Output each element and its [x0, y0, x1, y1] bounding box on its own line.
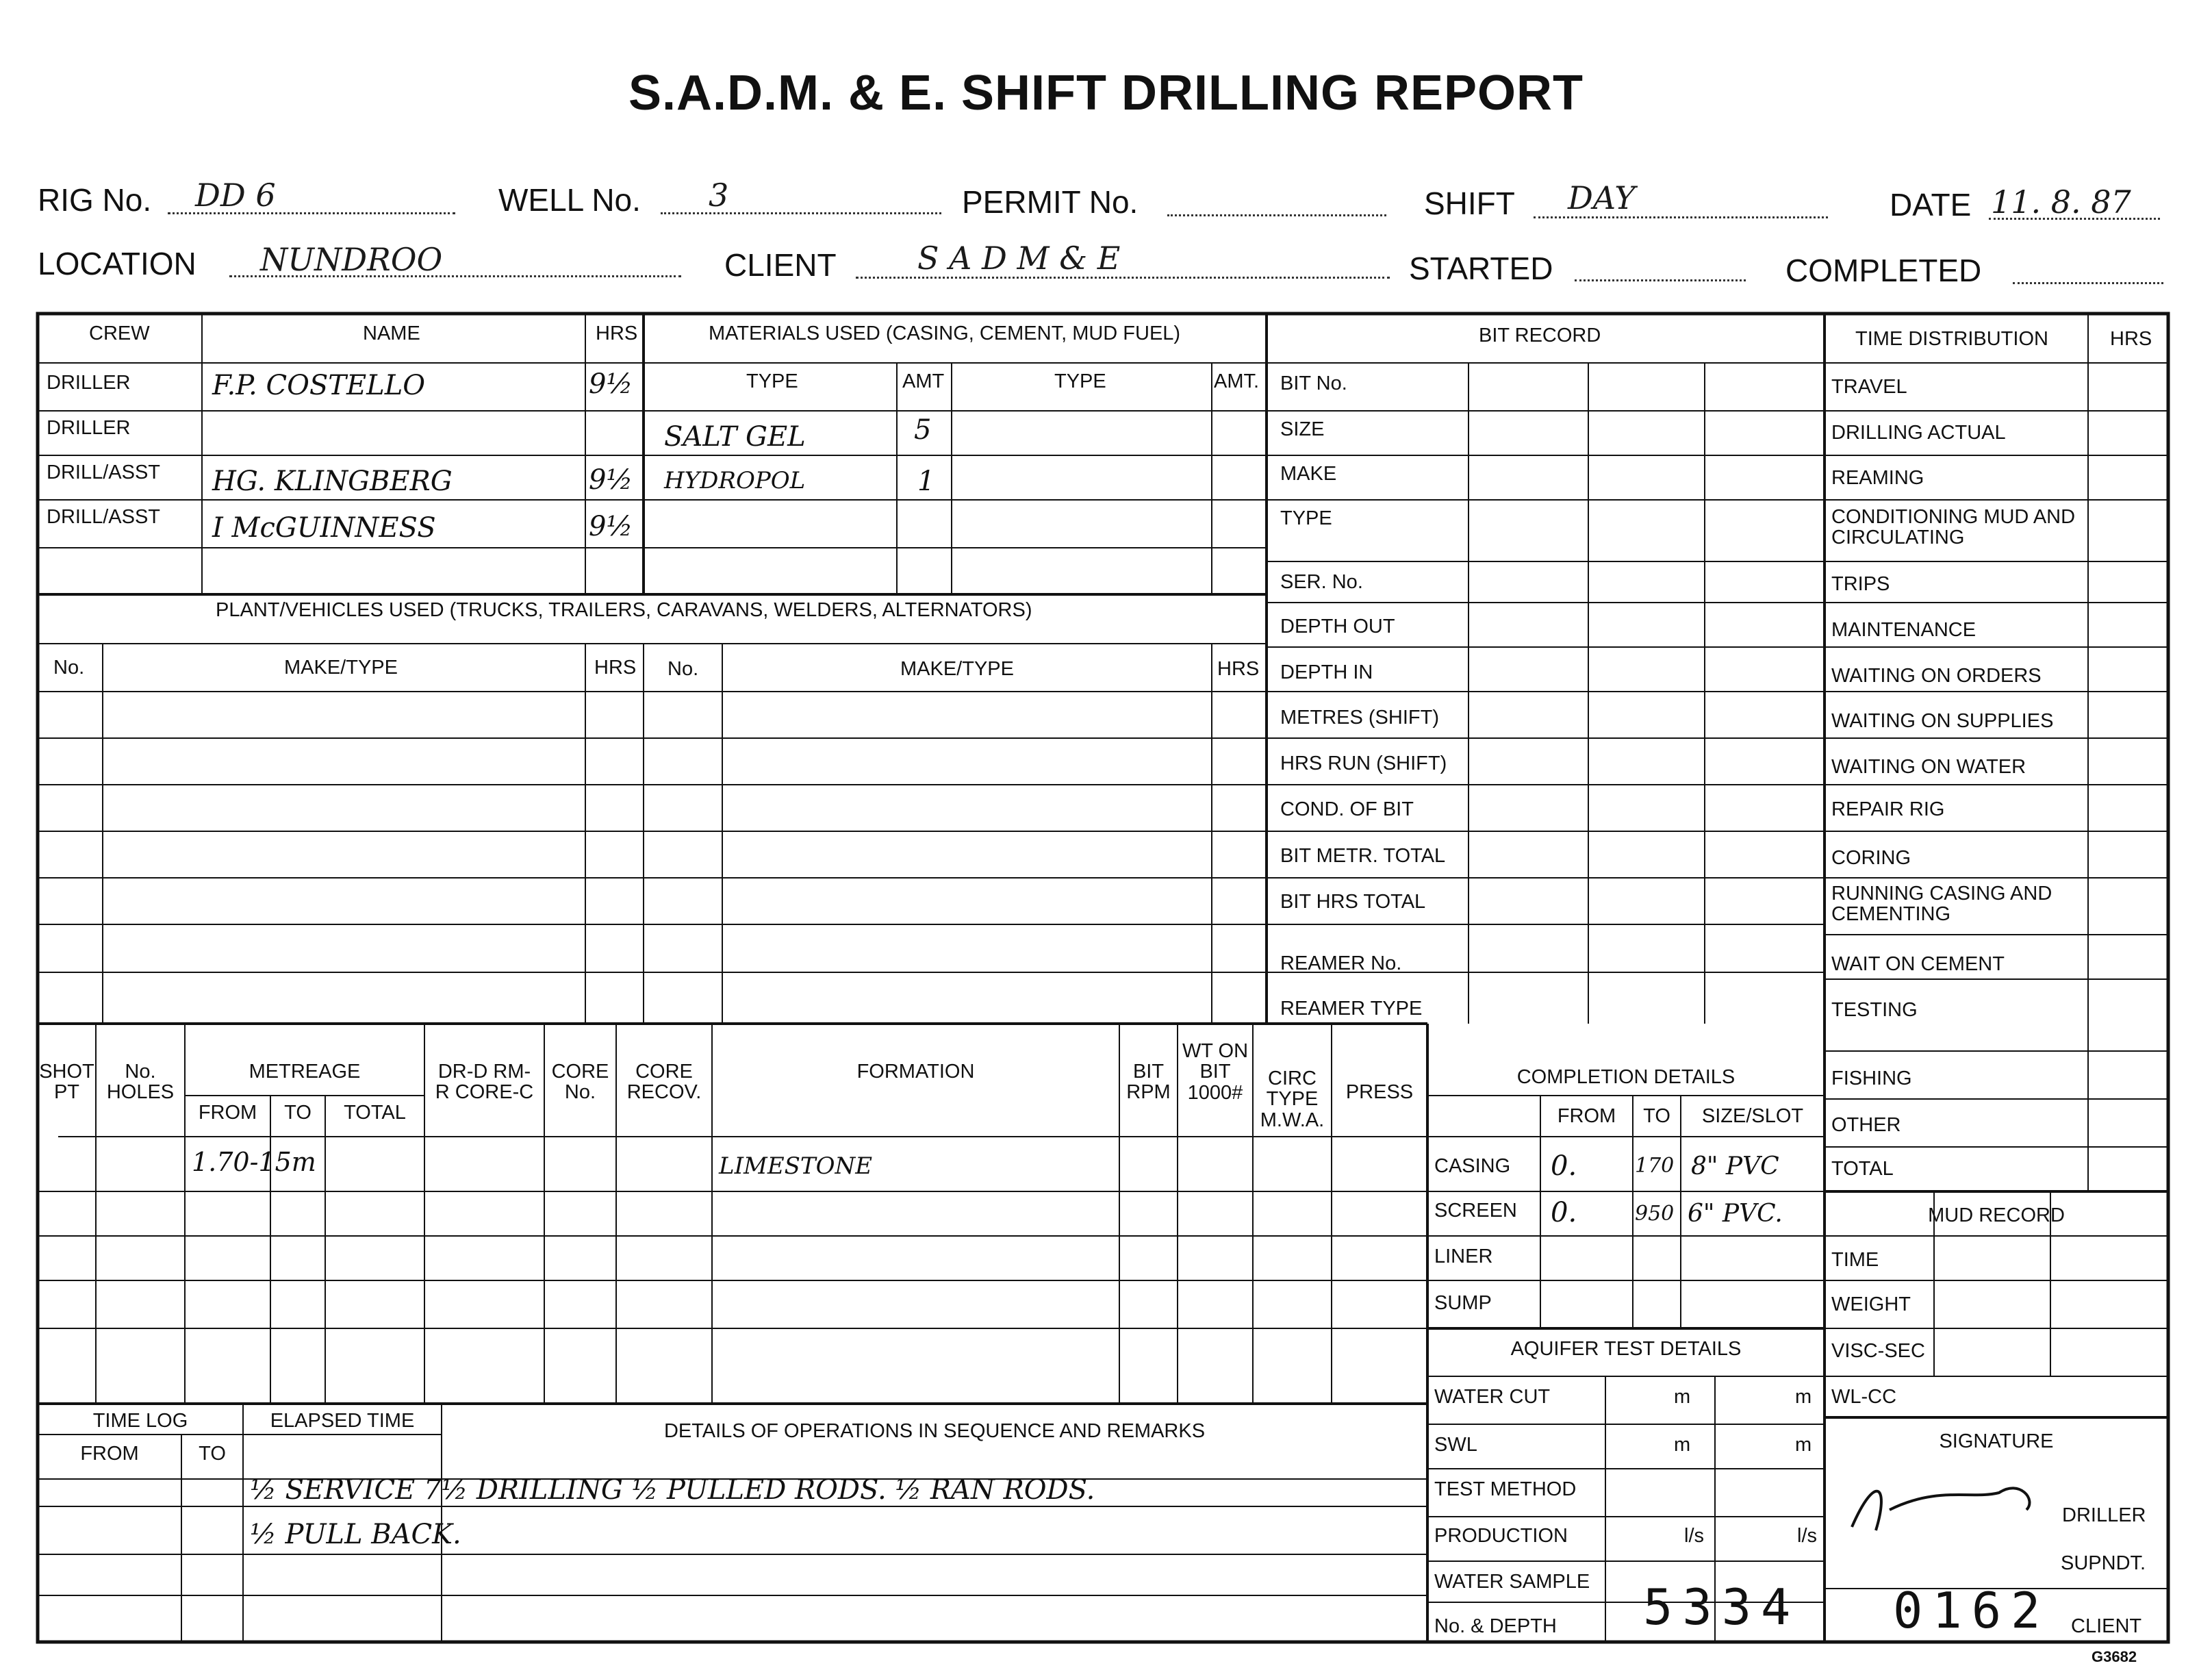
completion-to-header: TO	[1643, 1105, 1670, 1127]
bit-row-3: MAKE	[1280, 463, 1337, 485]
screen-size: 6" PVC.	[1688, 1200, 1783, 1228]
material-amt-1: 5	[914, 414, 932, 446]
aquifer-heading: AQUIFER TEST DETAILS	[1510, 1338, 1742, 1360]
crew-role-4: DRILL/ASST	[47, 506, 160, 528]
aquifer-row-1-u2: m	[1795, 1386, 1812, 1408]
metreage-row-1: 1.70-15m	[192, 1147, 316, 1177]
bit-row-10: COND. OF BIT	[1280, 798, 1414, 820]
crew-role-1: DRILLER	[47, 372, 131, 394]
aquifer-row-1-u1: m	[1674, 1386, 1691, 1408]
circ-type-header: CIRC TYPE M.W.A.	[1260, 1067, 1325, 1131]
completion-from-header: FROM	[1557, 1105, 1616, 1127]
crew-name-3: HG. KLINGBERG	[212, 466, 453, 497]
crew-hrs-3: 9½	[589, 464, 633, 496]
completed-label: COMPLETED	[1785, 253, 1982, 288]
completion-size-header: SIZE/SLOT	[1701, 1105, 1804, 1127]
material-type-2: HYDROPOL	[664, 467, 806, 494]
materials-amt2-header: AMT.	[1214, 370, 1260, 392]
aquifer-row-4: PRODUCTION	[1434, 1525, 1568, 1547]
casing-to: 170	[1635, 1154, 1675, 1178]
shot-pt-header: SHOT PT	[39, 1061, 94, 1104]
plant-no-header-2: No.	[668, 658, 699, 680]
completion-heading: COMPLETION DETAILS	[1516, 1066, 1736, 1088]
core-recov-header: CORE RECOV.	[626, 1061, 702, 1104]
td-row-3: REAMING	[1831, 467, 1924, 489]
timelog-heading: TIME LOG	[92, 1410, 188, 1432]
completion-casing-label: CASING	[1434, 1155, 1511, 1177]
metreage-to-header: TO	[284, 1102, 312, 1124]
materials-heading: MATERIALS USED (CASING, CEMENT, MUD FUEL)	[709, 323, 1181, 344]
bit-row-1: BIT No.	[1280, 372, 1347, 394]
bit-rpm-header: BIT RPM	[1126, 1061, 1171, 1104]
crew-header: CREW	[89, 323, 150, 344]
metreage-header: METREAGE	[249, 1061, 361, 1083]
formation-header: FORMATION	[856, 1061, 975, 1083]
signature-supndt-label: SUPNDT.	[2061, 1552, 2146, 1574]
plant-heading: PLANT/VEHICLES USED (TRUCKS, TRAILERS, CARAVANS, WELDERS, ALTERNATORS)	[216, 599, 1032, 621]
name-header: NAME	[363, 323, 420, 344]
metreage-from-header: FROM	[198, 1102, 257, 1124]
screen-from: 0.	[1551, 1197, 1577, 1228]
bit-row-8: METRES (SHIFT)	[1280, 707, 1439, 729]
completion-screen-label: SCREEN	[1434, 1200, 1517, 1222]
casing-size: 8" PVC	[1691, 1152, 1779, 1180]
materials-amt-header: AMT	[902, 370, 945, 392]
bit-row-5: SER. No.	[1280, 571, 1363, 593]
td-row-13: WAIT ON CEMENT	[1831, 953, 2005, 975]
rig-label: RIG No.	[38, 182, 152, 218]
aquifer-row-6: No. & DEPTH	[1434, 1615, 1557, 1637]
casing-from: 0.	[1551, 1150, 1577, 1182]
bit-row-12: BIT HRS TOTAL	[1280, 891, 1426, 913]
completion-sump-label: SUMP	[1434, 1292, 1492, 1314]
aquifer-row-5: WATER SAMPLE	[1434, 1571, 1590, 1593]
details-heading: DETAILS OF OPERATIONS IN SEQUENCE AND REMARKS	[663, 1420, 1206, 1442]
bit-record-heading: BIT RECORD	[1479, 325, 1601, 346]
td-row-7: WAITING ON ORDERS	[1831, 665, 2042, 687]
crew-hrs-1: 9½	[589, 368, 633, 400]
plant-no-header-1: No.	[53, 657, 85, 679]
client-value: S A D M & E	[917, 240, 1121, 277]
mud-row-weight: WEIGHT	[1831, 1293, 1911, 1315]
material-type-1: SALT GEL	[664, 421, 806, 453]
signature-heading: SIGNATURE	[1939, 1430, 2054, 1452]
completion-liner-label: LINER	[1434, 1246, 1493, 1267]
crew-hrs-4: 9½	[589, 511, 633, 542]
plant-make-header-2: MAKE/TYPE	[900, 658, 1014, 680]
td-row-5: TRIPS	[1831, 573, 1890, 595]
td-row-17: TOTAL	[1831, 1158, 1894, 1180]
timelog-to-header: TO	[199, 1443, 226, 1465]
td-row-2: DRILLING ACTUAL	[1831, 422, 2006, 444]
bit-row-7: DEPTH IN	[1280, 661, 1373, 683]
stamp-number-right: 0162	[1893, 1582, 2050, 1639]
aquifer-row-2-u2: m	[1795, 1434, 1812, 1456]
operations-line-1: ½ SERVICE 7½ DRILLING ½ PULLED RODS. ½ RAN RODS.	[250, 1474, 1095, 1506]
no-holes-header: No. HOLES	[106, 1061, 175, 1104]
driller-signature	[1852, 1488, 2029, 1530]
elapsed-time-header: ELAPSED TIME	[270, 1410, 415, 1432]
press-header: PRESS	[1345, 1081, 1414, 1103]
td-row-12: RUNNING CASING AND CEMENTING	[1831, 883, 2052, 926]
td-row-11: CORING	[1831, 847, 1911, 869]
material-amt-2: 1	[917, 466, 935, 497]
aquifer-row-4-u1: l/s	[1684, 1525, 1704, 1547]
td-row-14: TESTING	[1831, 999, 1918, 1021]
bit-row-14: REAMER TYPE	[1280, 998, 1423, 1020]
time-distribution-hrs-header: HRS	[2110, 328, 2152, 350]
plant-hrs-header-2: HRS	[1217, 658, 1260, 680]
bit-row-9: HRS RUN (SHIFT)	[1280, 753, 1447, 774]
crew-role-2: DRILLER	[47, 417, 131, 439]
crew-role-3: DRILL/ASST	[47, 462, 160, 483]
bit-row-2: SIZE	[1280, 418, 1325, 440]
wt-on-bit-header: WT ON BIT 1000#	[1182, 1040, 1249, 1104]
aquifer-row-1: WATER CUT	[1434, 1386, 1551, 1408]
shift-value: DAY	[1568, 179, 1636, 216]
signature-driller-label: DRILLER	[2062, 1504, 2146, 1526]
crew-name-4: I McGUINNESS	[212, 512, 436, 544]
plant-make-header-1: MAKE/TYPE	[284, 657, 398, 679]
bit-row-6: DEPTH OUT	[1280, 616, 1395, 637]
client-label: CLIENT	[724, 247, 837, 283]
well-label: WELL No.	[498, 182, 641, 218]
bit-row-11: BIT METR. TOTAL	[1280, 845, 1446, 867]
formation-row-1: LIMESTONE	[719, 1152, 873, 1180]
mud-row-time: TIME	[1831, 1249, 1879, 1271]
location-value: NUNDROO	[260, 241, 443, 278]
aquifer-row-4-u2: l/s	[1797, 1525, 1817, 1547]
td-row-6: MAINTENANCE	[1831, 619, 1976, 641]
well-value: 3	[709, 177, 729, 214]
timelog-from-header: FROM	[80, 1443, 139, 1465]
bit-row-4: TYPE	[1280, 507, 1332, 529]
td-row-8: WAITING ON SUPPLIES	[1831, 710, 2054, 732]
aquifer-row-2-u1: m	[1674, 1434, 1691, 1456]
date-label: DATE	[1890, 187, 1972, 223]
permit-label: PERMIT No.	[962, 184, 1139, 220]
crew-hrs-header: HRS	[596, 323, 638, 344]
td-row-10: REPAIR RIG	[1831, 798, 1945, 820]
td-row-1: TRAVEL	[1831, 376, 1907, 398]
location-label: LOCATION	[38, 246, 196, 281]
mud-row-wl: WL-CC	[1831, 1386, 1897, 1408]
date-value: 11. 8. 87	[1991, 184, 2131, 220]
stamp-number-left: 5334	[1643, 1578, 1801, 1636]
form-code: G3682	[2092, 1648, 2137, 1665]
started-label: STARTED	[1409, 251, 1553, 286]
bit-row-13: REAMER No.	[1280, 952, 1402, 974]
operations-line-2: ½ PULL BACK.	[250, 1519, 461, 1550]
report-title: S.A.D.M. & E. SHIFT DRILLING REPORT	[628, 66, 1584, 121]
signature-client-label: CLIENT	[2071, 1615, 2142, 1637]
drd-header: DR-D RM-R CORE-C	[435, 1061, 534, 1104]
plant-hrs-header-1: HRS	[594, 657, 637, 679]
screen-to: 950	[1635, 1202, 1675, 1226]
td-row-15: FISHING	[1831, 1067, 1912, 1089]
time-distribution-heading: TIME DISTRIBUTION	[1855, 328, 2048, 350]
td-row-9: WAITING ON WATER	[1831, 756, 2026, 778]
materials-type2-header: TYPE	[1054, 370, 1106, 392]
td-row-4: CONDITIONING MUD AND CIRCULATING	[1831, 506, 2076, 549]
materials-type-header: TYPE	[746, 370, 798, 392]
shift-label: SHIFT	[1424, 186, 1515, 221]
aquifer-row-3: TEST METHOD	[1434, 1478, 1577, 1500]
mud-row-visc: VISC-SEC	[1831, 1340, 1925, 1362]
core-no-header: CORE No.	[551, 1061, 609, 1104]
metreage-total-header: TOTAL	[344, 1102, 406, 1124]
rig-value: DD 6	[195, 177, 276, 214]
mud-record-heading: MUD RECORD	[1928, 1204, 2065, 1226]
crew-name-1: F.P. COSTELLO	[212, 370, 426, 401]
aquifer-row-2: SWL	[1434, 1434, 1477, 1456]
td-row-16: OTHER	[1831, 1114, 1901, 1136]
